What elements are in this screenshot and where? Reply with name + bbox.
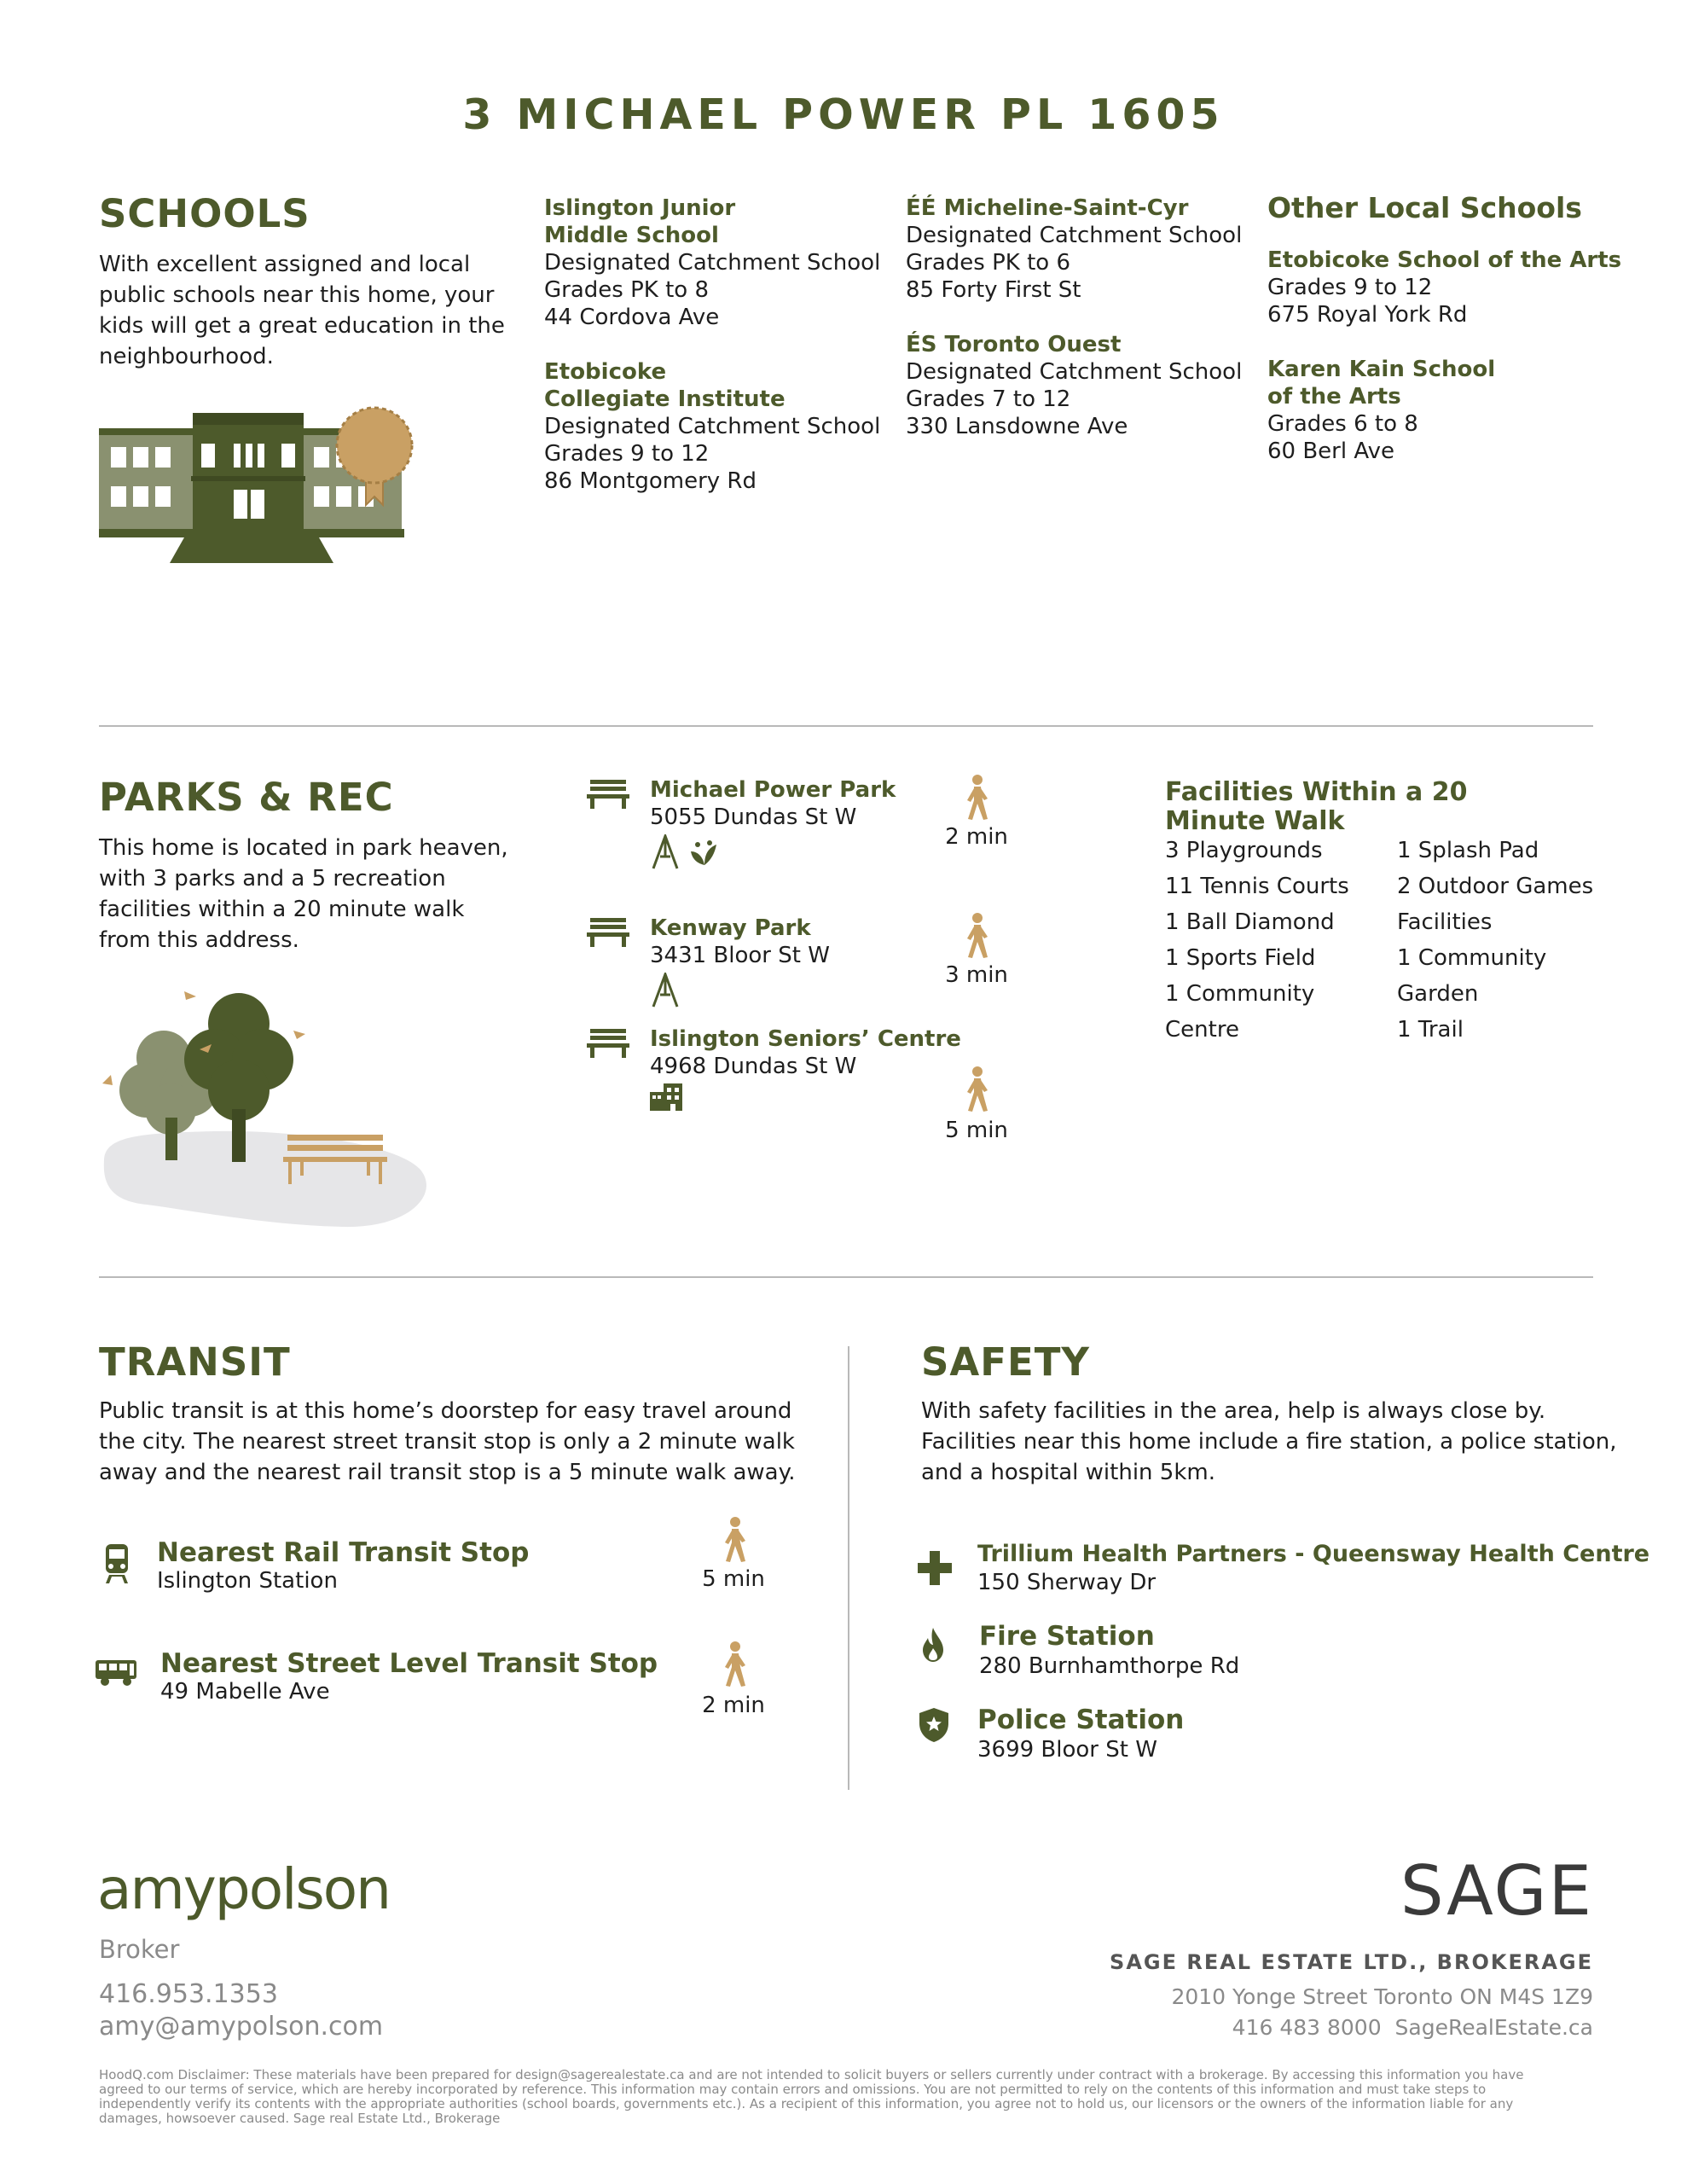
- school-designation: Designated Catchment School: [906, 223, 1243, 248]
- community-centre-icon: [650, 1083, 682, 1111]
- agent-email[interactable]: amy@amypolson.com: [99, 2012, 384, 2042]
- brokerage-contact[interactable]: 416 483 8000 SageRealEstate.ca: [1232, 2015, 1593, 2040]
- brokerage-address: 2010 Yonge Street Toronto ON M4S 1Z9: [1171, 1984, 1593, 2009]
- facilities-heading: Facilities Within a 20 Minute Walk: [1165, 777, 1468, 836]
- school-grades: Grades PK to 8: [544, 277, 709, 303]
- hospital-address: 150 Sherway Dr: [977, 1570, 1157, 1595]
- school-grades: Grades 7 to 12: [906, 386, 1071, 412]
- park-name: Michael Power Park: [650, 777, 896, 803]
- walk-time: 2 min: [702, 1693, 765, 1718]
- school-address: 330 Lansdowne Ave: [906, 414, 1128, 439]
- park-illustration: [96, 981, 437, 1237]
- schools-intro: With excellent assigned and local public schools near this home, your kids will get a great education in the neighbourhood.: [99, 252, 505, 369]
- park-name: Kenway Park: [650, 915, 811, 941]
- police-station-label: Police Station: [977, 1705, 1185, 1735]
- splash-pad-icon: [687, 838, 722, 867]
- school-grades: Grades 9 to 12: [544, 441, 710, 467]
- page-title: 3 MICHAEL POWER PL 1605: [462, 90, 1225, 139]
- school-designation: Designated Catchment School: [544, 250, 881, 276]
- street-stop-label: Nearest Street Level Transit Stop: [160, 1648, 658, 1679]
- school-entry: [906, 331, 1242, 440]
- school-name: Etobicoke Collegiate Institute: [544, 359, 786, 412]
- park-address: 4968 Dundas St W: [650, 1054, 857, 1079]
- agent-logo: amypolson: [97, 1856, 391, 1922]
- school-entry: [544, 195, 880, 331]
- walking-person-icon: [720, 1641, 749, 1687]
- school-designation: Designated Catchment School: [906, 359, 1243, 385]
- school-name: ÉS Toronto Ouest: [906, 332, 1122, 357]
- school-grades: Grades PK to 6: [906, 250, 1070, 276]
- walking-person-icon: [962, 775, 991, 821]
- school-name: Karen Kain School of the Arts: [1267, 357, 1496, 410]
- bench-icon: [587, 778, 629, 810]
- street-stop-name: 49 Mabelle Ave: [160, 1679, 330, 1705]
- brokerage-name: SAGE REAL ESTATE LTD., BROKERAGE: [1110, 1950, 1593, 1974]
- walk-time: 2 min: [945, 824, 1008, 850]
- school-address: 44 Cordova Ave: [544, 305, 720, 330]
- bench-icon: [587, 916, 629, 949]
- school-address: 675 Royal York Rd: [1267, 302, 1468, 328]
- fire-station-label: Fire Station: [979, 1621, 1155, 1652]
- facilities-list-left: 3 Playgrounds 11 Tennis Courts 1 Ball Diamond 1 Sports Field 1 Community Centre: [1165, 838, 1349, 1043]
- school-name: ÉÉ Micheline-Saint-Cyr: [906, 195, 1189, 221]
- school-address: 86 Montgomery Rd: [544, 468, 757, 494]
- park-entry: [650, 776, 896, 831]
- section-divider: [99, 725, 1593, 727]
- walk-time: 5 min: [702, 1566, 765, 1592]
- school-entry: [544, 358, 880, 495]
- brokerage-logo: SAGE: [1400, 1851, 1593, 1931]
- train-icon: [104, 1544, 130, 1583]
- walk-time: 5 min: [945, 1118, 1008, 1143]
- schools-heading: SCHOOLS: [99, 191, 310, 236]
- walk-time: 3 min: [945, 962, 1008, 988]
- fire-station-address: 280 Burnhamthorpe Rd: [979, 1653, 1240, 1679]
- school-entry: [906, 195, 1242, 304]
- school-entry: [1267, 247, 1621, 328]
- school-list-col3: [1267, 191, 1621, 465]
- school-name: Islington Junior Middle School: [544, 195, 736, 248]
- playground-icon: [650, 834, 681, 870]
- police-shield-icon: [919, 1708, 948, 1742]
- school-grades: Grades 6 to 8: [1267, 411, 1418, 437]
- police-station-address: 3699 Bloor St W: [977, 1737, 1157, 1763]
- playground-icon: [650, 973, 681, 1008]
- bench-icon: [587, 1027, 629, 1060]
- school-entry: [1267, 356, 1621, 465]
- safety-heading: SAFETY: [921, 1339, 1090, 1385]
- walking-person-icon: [962, 913, 991, 959]
- fire-icon: [921, 1628, 945, 1662]
- school-address: 85 Forty First St: [906, 277, 1081, 303]
- school-address: 60 Berl Ave: [1267, 439, 1395, 464]
- rail-stop-name: Islington Station: [157, 1568, 338, 1594]
- walking-person-icon: [962, 1066, 991, 1112]
- hospital-cross-icon: [918, 1551, 952, 1585]
- parks-heading: PARKS & REC: [99, 775, 394, 820]
- other-schools-heading: Other Local Schools: [1267, 191, 1582, 224]
- section-divider: [99, 1276, 1593, 1278]
- park-entry: [650, 1025, 961, 1080]
- school-designation: Designated Catchment School: [544, 414, 881, 439]
- park-address: 3431 Bloor St W: [650, 943, 830, 968]
- park-entry: [650, 915, 830, 969]
- disclaimer: HoodQ.com Disclaimer: These materials have been prepared for design@sagerealestate.ca and are not intended to solicit buyers or sellers currently under contract with a brokerage. By accessing this information you have agreed to our terms of service, which are hereby incorporated by reference. This information may contain errors and omissions. You are not permitted to rely on the contents of this information and must take steps to independently verify its contents with the appropriate authorities (school boards, governments etc.). As a recipient of this information, you agree not to hold us, our licensors or the owners of the information liable for any damages, howsoever caused. Sage real Estate Ltd., Brokerage: [99, 2067, 1524, 2126]
- school-grades: Grades 9 to 12: [1267, 275, 1433, 300]
- agent-phone[interactable]: 416.953.1353: [99, 1979, 278, 2009]
- column-divider: [848, 1346, 849, 1790]
- rail-stop-label: Nearest Rail Transit Stop: [157, 1537, 530, 1568]
- school-name: Etobicoke School of the Arts: [1267, 247, 1622, 273]
- safety-intro: With safety facilities in the area, help is always close by. Facilities near this home include a fire station, a police station, and a hospital within 5km.: [921, 1398, 1617, 1485]
- transit-intro: Public transit is at this home’s doorstep for easy travel around the city. The nearest street transit stop is only a 2 minute walk away and the nearest rail transit stop is a 5 minute walk away.: [99, 1398, 796, 1485]
- school-building-illustration: [99, 394, 440, 569]
- walking-person-icon: [720, 1517, 749, 1563]
- park-name: Islington Seniors’ Centre: [650, 1026, 961, 1052]
- facilities-list-right: 1 Splash Pad 2 Outdoor Games Facilities 1 Community Garden 1 Trail: [1397, 838, 1594, 1043]
- hospital-name: Trillium Health Partners - Queensway Health Centre: [977, 1541, 1650, 1567]
- parks-intro: This home is located in park heaven, with 3 parks and a 5 recreation facilities within a 20 minute walk from this address.: [99, 835, 508, 953]
- school-list-col1: [544, 195, 880, 495]
- park-address: 5055 Dundas St W: [650, 804, 857, 830]
- transit-heading: TRANSIT: [99, 1339, 291, 1385]
- agent-role: Broker: [99, 1935, 180, 1964]
- school-list-col2: [906, 195, 1242, 440]
- bus-icon: [96, 1660, 136, 1686]
